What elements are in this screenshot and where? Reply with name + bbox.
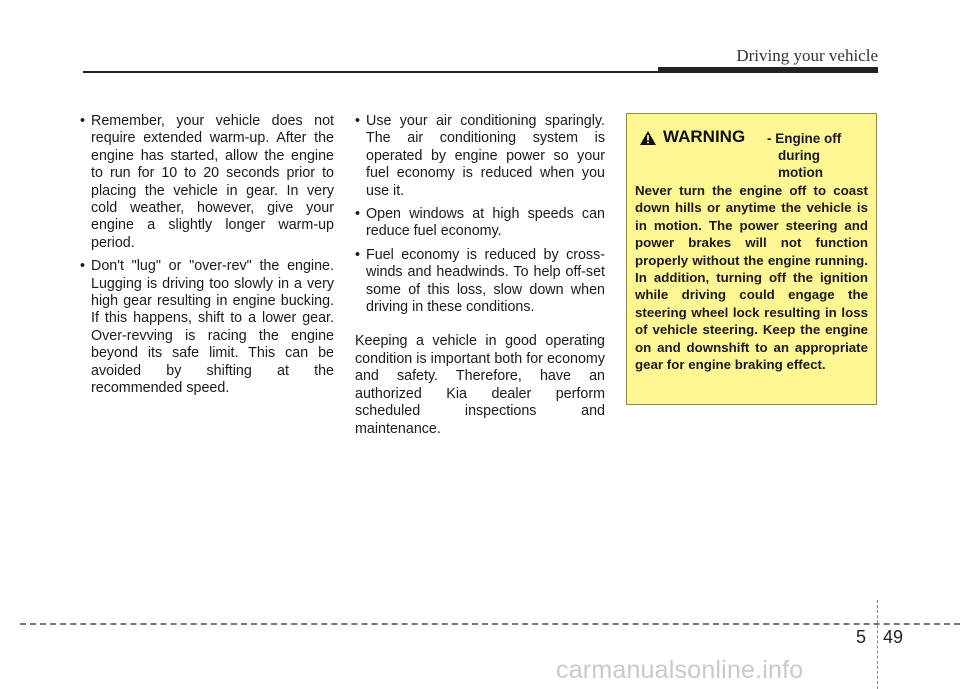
warning-title-line: - Engine off bbox=[767, 131, 842, 146]
list-item-text: Don't "lug" or "over-rev" the engine. Lugging is driving too slowly in a very high gear resulting in engine bucking. If this happens, shift to a lower gear. Over-revving is racing the engine beyond its safe limit. This can be avoided by shifting at the recommended speed. bbox=[91, 258, 334, 397]
text-column-left bbox=[80, 113, 334, 404]
bullet-icon: • bbox=[80, 113, 86, 129]
warning-title-line: motion bbox=[778, 165, 823, 180]
chapter-number: 5 bbox=[856, 627, 867, 647]
list-item-text: Open windows at high speeds can reduce fuel economy. bbox=[366, 206, 605, 240]
list-item bbox=[80, 113, 334, 252]
watermark-text: carmanualsonline.info bbox=[556, 656, 804, 684]
bullet-list bbox=[355, 113, 605, 316]
bullet-icon: • bbox=[355, 113, 361, 129]
warning-label: WARNING bbox=[663, 127, 746, 146]
footer-rule bbox=[20, 623, 960, 625]
body-paragraph: Keeping a vehicle in good operating condition is important both for economy and safety. Therefore, have an authorized Kia dealer perform scheduled inspections and maintenance. bbox=[355, 333, 605, 437]
footer-divider bbox=[877, 600, 878, 689]
header-rule-accent bbox=[658, 67, 878, 73]
warning-title bbox=[767, 130, 867, 181]
warning-box bbox=[626, 113, 877, 405]
text-column-middle bbox=[355, 113, 605, 452]
list-item bbox=[80, 258, 334, 397]
list-item-text: Remember, your vehicle does not require extended warm-up. After the engine has started, allow the engine to run for 10 to 20 seconds prior to placing the vehicle in gear. In very cold weather, however, give your engine a slightly longer warm-up period. bbox=[91, 113, 334, 251]
list-item-text: Use your air conditioning sparingly. The air conditioning system is operated by engine power so your fuel economy is reduced when you use it. bbox=[366, 113, 605, 199]
list-item bbox=[355, 206, 605, 241]
bullet-icon: • bbox=[355, 246, 361, 263]
list-item bbox=[355, 113, 605, 200]
bullet-icon: • bbox=[355, 206, 361, 223]
header-rule bbox=[83, 71, 663, 73]
warning-triangle-icon bbox=[639, 130, 657, 151]
bullet-list bbox=[80, 113, 334, 398]
list-item-text: Fuel economy is reduced by cross-winds and headwinds. To help off-set some of this loss, slow down when driving in these conditions. bbox=[366, 246, 605, 316]
list-item bbox=[355, 247, 605, 317]
bullet-icon: • bbox=[80, 258, 86, 275]
warning-title-line: during bbox=[778, 148, 820, 163]
page-number: 49 bbox=[883, 627, 904, 647]
section-title: Driving your vehicle bbox=[736, 46, 878, 65]
warning-body: Never turn the engine off to coast down hills or anytime the vehicle is in motion. The power steering and power brakes will not function properly without the engine running. In addition, turning off the ignition while driving could engage the steering wheel lock resulting in loss of vehicle steering. Keep the engine on and downshift to an appropriate gear for engine braking effect. bbox=[635, 183, 868, 373]
